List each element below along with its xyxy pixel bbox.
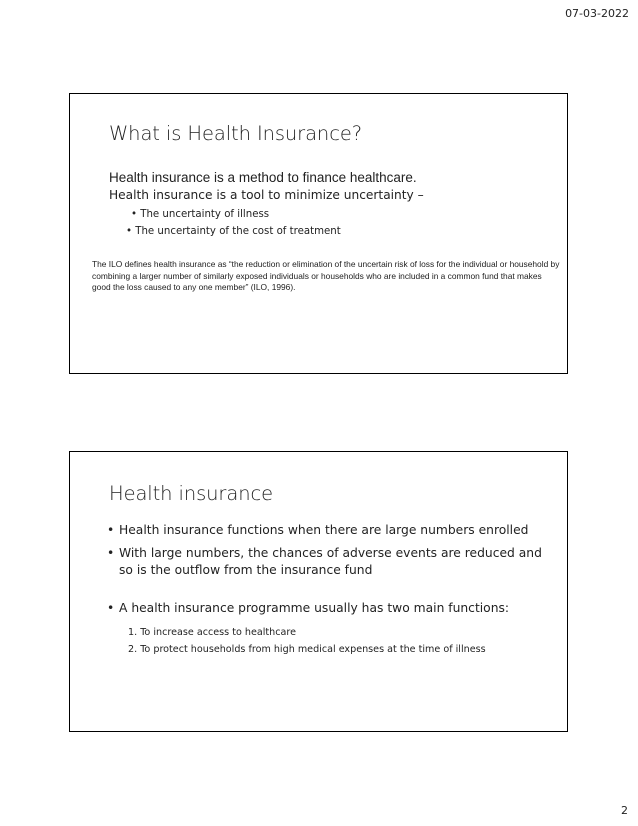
slide-health-insurance: [69, 451, 568, 732]
slide-title: What is Health Insurance?: [109, 122, 362, 145]
numbered-item: 2. To protect households from high medical expenses at the time of illness: [128, 644, 486, 655]
ilo-definition: The ILO defines health insurance as “the reduction or elimination of the uncertain risk of loss for the individual or household by combining a larger number of similarly exposed individuals or households who are included in a common fund that makes good the loss caused to any one member” (ILO, 1996).: [92, 259, 560, 292]
slide-what-is-health-insurance: [69, 93, 568, 374]
lead-statement-tool: Health insurance is a tool to minimize uncertainty –: [109, 188, 424, 202]
bullet-marker: •: [107, 601, 115, 615]
page-number: 2: [621, 804, 628, 817]
sub-bullet-cost: • The uncertainty of the cost of treatment: [126, 226, 341, 237]
bullet-marker: •: [107, 523, 115, 537]
slide-title: Health insurance: [109, 482, 273, 505]
bullet-item: [107, 522, 557, 539]
bullet-item: [107, 600, 557, 617]
bullet-marker: •: [107, 546, 115, 560]
bullet-text: A health insurance programme usually has two main functions:: [119, 601, 510, 615]
numbered-item: 1. To increase access to healthcare: [128, 627, 297, 638]
lead-statement-method: Health insurance is a method to finance healthcare.: [109, 170, 417, 185]
bullet-text: With large numbers, the chances of adverse events are reduced and so is the outflow from the insurance fund: [119, 546, 542, 577]
sub-bullet-illness: • The uncertainty of illness: [131, 209, 270, 220]
bullet-text: Health insurance functions when there are large numbers enrolled: [119, 523, 529, 537]
page-date: 07-03-2022: [565, 7, 629, 20]
bullet-item: [107, 545, 557, 579]
